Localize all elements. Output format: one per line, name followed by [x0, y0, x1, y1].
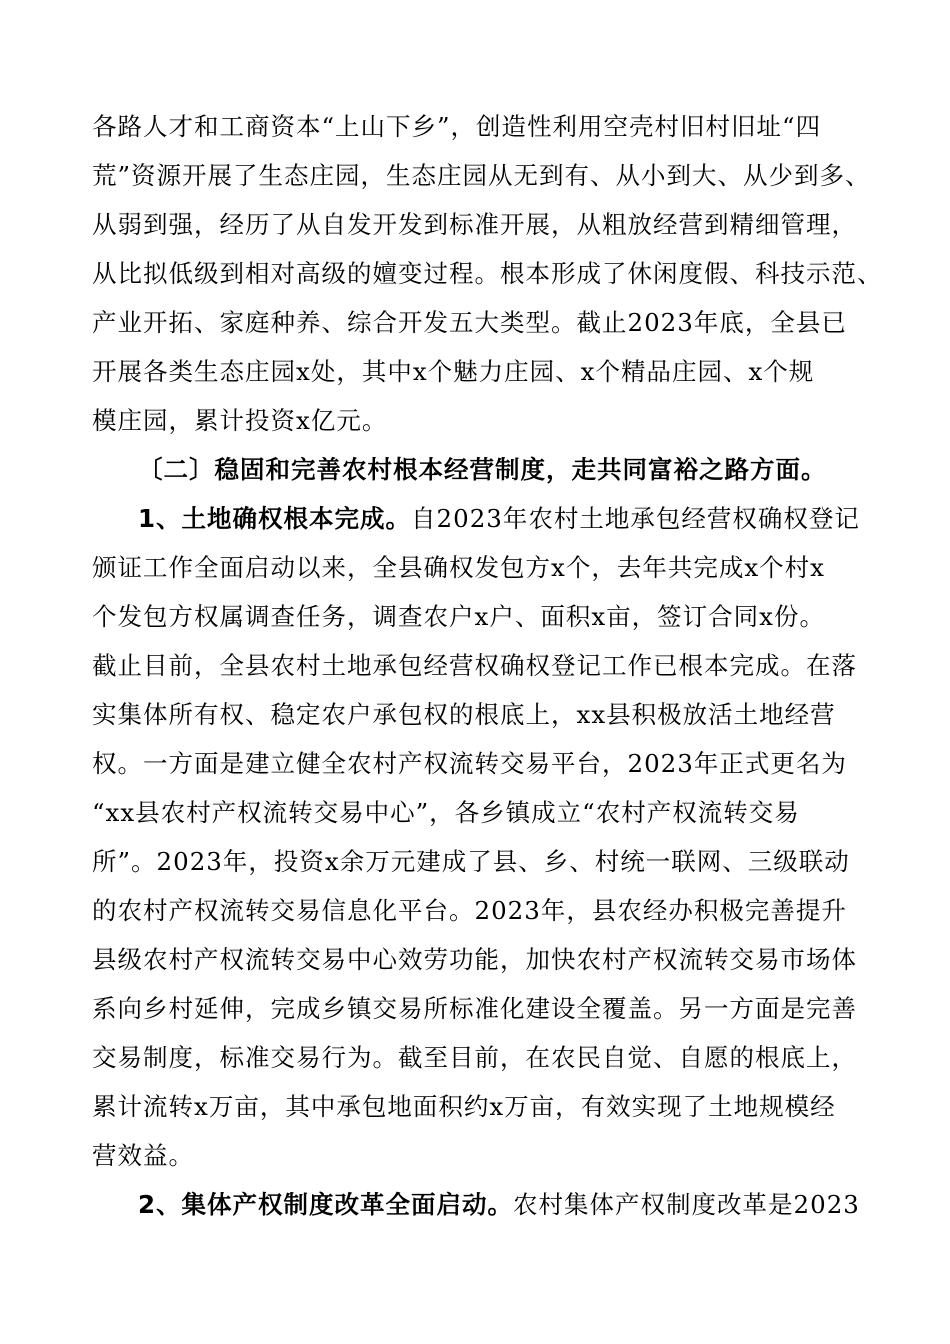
paragraph-line: 截止目前，全县农村土地承包经营权确权登记工作已根本完成。在落 — [92, 651, 857, 680]
paragraph-line: 实集体所有权、稳定农户承包权的根底上，xx县积极放活土地经营 — [92, 700, 836, 729]
item1-title: 1、土地确权根本完成。 — [138, 504, 412, 533]
paragraph-line: 各路人才和工商资本“上山下乡”，创造性利用空壳村旧村旧址“四 — [92, 112, 822, 141]
paragraph-line: 从比拟低级到相对高级的嬗变过程。根本形成了休闲度假、科技示范、 — [92, 259, 883, 288]
paragraph-line: 荒”资源开展了生态庄园，生态庄园从无到有、从小到大、从少到多、 — [92, 161, 871, 190]
section-heading: 〔二〕稳固和完善农村根本经营制度，走共同富裕之路方面。 — [138, 455, 827, 484]
paragraph-line: 个发包方权属调查任务，调查农户x户、面积x亩，签订合同x份。 — [92, 602, 825, 631]
paragraph-line: 营效益。 — [92, 1141, 194, 1170]
item1-first-line — [138, 504, 860, 534]
paragraph-line: 系向乡村延伸，完成乡镇交易所标准化建设全覆盖。另一方面是完善 — [92, 994, 857, 1023]
paragraph-line: 模庄园，累计投资x亿元。 — [92, 406, 388, 435]
paragraph-line: “xx县农村产权流转交易中心”，各乡镇成立“农村产权流转交易 — [92, 798, 800, 827]
item2-title: 2、集体产权制度改革全面启动。 — [138, 1190, 514, 1219]
item2-first-line — [138, 1190, 860, 1220]
paragraph-line: 从弱到强，经历了从自发开发到标准开展，从粗放经营到精细管理， — [92, 210, 857, 239]
paragraph-line: 产业开拓、家庭种养、综合开发五大类型。截止2023年底，全县已 — [92, 308, 847, 337]
paragraph-line: 开展各类生态庄园x处，其中x个魅力庄园、x个精品庄园、x个规 — [92, 357, 815, 386]
paragraph-line: 累计流转x万亩，其中承包地面积约x万亩，有效实现了土地规模经 — [92, 1092, 836, 1121]
paragraph-line: 县级农村产权流转交易中心效劳功能，加快农村产权流转交易市场体 — [92, 945, 857, 974]
paragraph-line: 权。一方面是建立健全农村产权流转交易平台，2023年正式更名为 — [92, 749, 847, 778]
paragraph-line: 颁证工作全面启动以来，全县确权发包方x个，去年共完成x个村x — [92, 553, 825, 582]
item1-first-text: 自2023年农村土地承包经营权确权登记 — [411, 504, 860, 533]
paragraph-line: 的农村产权流转交易信息化平台。2023年，县农经办积极完善提升 — [92, 896, 847, 925]
paragraph-line: 所”。2023年，投资x余万元建成了县、乡、村统一联网、三级联动 — [92, 847, 850, 876]
item2-first-text: 农村集体产权制度改革是2023 — [513, 1190, 860, 1219]
paragraph-line: 交易制度，标准交易行为。截至目前，在农民自觉、自愿的根底上， — [92, 1043, 857, 1072]
